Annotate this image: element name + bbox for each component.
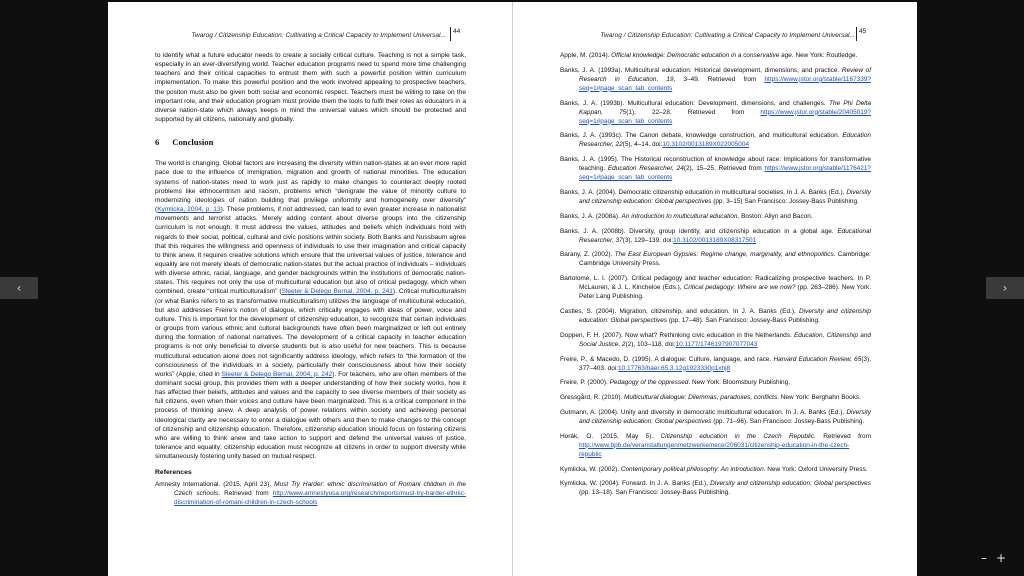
text-run: ). For teachers, who are often members of the dominant social group, this provides them with a deeper understanding of how their society works, how it has affected their beliefs, attitudes and values and the capacity to see diverse members of their society as full citizens, even when their voices and culture have been marginalized. This is a critical component in the process of thinking anew. A deep analysis of power relations within society and achieving personal ideological clarity are necessary to enter a dialogue with others and then to make changes to the concept of citizenship and citizenship education. Therefore, citizenship education should focus on fostering citizens who are willing to think anew and take action to support and defend the universal values of justice, tolerance and equality; citizenship education must recognize all citizens in order to support diversity while simultaneously fostering unity based on mutual respect. (155, 370, 466, 461)
ref-text: . New York: Berghahn Books. (777, 394, 861, 402)
running-head-text: Twarog / Citizenship Education: Cultivating a Critical Capacity to Implement Universal... (191, 32, 446, 39)
ref-title: Citizenship education in the Czech Republic (660, 432, 815, 440)
ref-title: Diversity and citizenship education: Global perspectives (579, 307, 871, 324)
reference-link[interactable]: 10.3102/0013189X08317501 (673, 236, 757, 244)
ref-text: (pp. 17–48). San Francisco: Jossey-Bass Publishing. (667, 316, 820, 324)
ref-text: Gutmann, A. (2004). Unity and diversity in democratic multicultural education. In J. A. Banks (Ed.), (560, 408, 847, 416)
ref-title: Contemporary political philosophy: An introduction (620, 465, 764, 473)
ref-text: . Cambridge: Cambridge University Press. (579, 251, 871, 268)
page-left (108, 2, 512, 576)
running-head-divider (450, 27, 451, 41)
next-page-button[interactable] (986, 277, 1024, 299)
ref-title: Official knowledge: Democratic education in a conservative age (611, 52, 792, 59)
reference-link[interactable]: 10.1177/1746197907077043 (675, 340, 758, 348)
ref-text: . Boston: Allyn and Bacon. (737, 212, 813, 220)
reference-item (560, 465, 871, 474)
conclusion-paragraph (155, 159, 466, 461)
ref-text: Banks, J. A. (1993b). Multicultural education: Development, dimensions, and challenges. (560, 99, 829, 107)
ref-title: Multicultural dialogue: Dilemmas, paradoxes, conflicts (624, 394, 778, 402)
ref-text: Kymlicka, W. (2002). (560, 465, 621, 473)
previous-page-button[interactable] (0, 277, 38, 299)
reference-item (560, 479, 871, 497)
reference-item (560, 66, 871, 93)
reference-link[interactable]: 10.17763/haer.65.3.12g1923330p1xhj8 (618, 364, 731, 372)
ref-text: Castles, S. (2004). Migration, citizenship, and education. In J. A. Banks (Ed.), (560, 307, 800, 315)
reference-item (560, 99, 871, 126)
ref-title: Diversity and citizenship education: Global perspectives (579, 188, 871, 205)
reference-item (560, 227, 871, 245)
zoom-in-button[interactable]: + (995, 551, 1006, 565)
ref-title: The East European Gypsies: Regime change, marginality, and ethnopolitics (614, 251, 834, 259)
reference-item (560, 408, 871, 426)
ref-text: . New York: Routledge. (791, 52, 858, 59)
ref-text: Freire, P. (2000). (560, 379, 610, 387)
reference-item (560, 355, 871, 373)
ref-text: Banks, J. A. (2008a). (560, 212, 622, 220)
ref-text: Amnesty International. (2015, April 23). (155, 481, 275, 489)
page-right (513, 2, 917, 576)
ref-text: (pp. 3–15) San Francisco: Jossey-Bass Publishing. (711, 197, 859, 205)
text-run: ). Critical multiculturalism (or what Banks refers to as transformative multiculturalism) utilizes the language of multicultural education, but also addresses Freire’s notion of dialogue, which critically engages with ideas of power, voice and culture. This is important for the development of citizenship education, to recognize that certain individuals or groups from various ethnic and cultural backgrounds have often been marginalized or left out entirely during the formation of national narratives. The development of a critical capacity in teacher education programs is not only beneficial to diverse students but is also useful for new teachers. This is because multicultural education alone does not significantly address ideology, which refers to “the formation of the consciousness of the individuals in a society, particularly their consciousness about how their society works” (Apple, cited in (155, 288, 466, 378)
reference-item (560, 188, 871, 206)
ref-text: Bartolomé, L. I. (2007). Critical pedagogy and teacher education: Radicalizing prospective teachers. In P. McLauren, & J. L. Kincheloe (Eds.), (560, 275, 871, 292)
ref-title: Review of Research in Education, 19 (579, 66, 871, 83)
chevron-right-icon: › (1002, 281, 1008, 295)
page-number: 44 (453, 28, 461, 35)
ref-title: Diversity and citizenship education: Global perspectives (579, 408, 871, 425)
ref-text: (3), 377–403. doi: (579, 355, 871, 372)
ref-text: Apple, M. (2014). (560, 52, 612, 59)
citation-link[interactable]: Kymlicka, 2004, p. 13 (157, 206, 221, 214)
ref-title: Critical pedagogy: Where are we now? (683, 284, 796, 292)
ref-title: An introduction to multicultural education (621, 212, 738, 220)
ref-text: (pp. 13–18). San Francisco: Jossey-Bass Publishing. (579, 489, 730, 497)
reference-item (560, 274, 871, 301)
ref-text: (1), 22–28. Retrieved from (626, 108, 761, 116)
section-heading (155, 137, 466, 147)
ref-title: Education, Citizenship and Social Justice, 2 (579, 331, 871, 348)
section-number: 6 (155, 137, 160, 148)
reference-link[interactable]: http://www.amnestyusa.org/research/reports/must-try-harder-ethnic-discrimination-of-romani-children-in-czech-schools (174, 490, 466, 507)
reference-list (560, 51, 871, 503)
ref-text: (2), 103–118. doi: (625, 340, 676, 348)
ref-title: Education Researcher, 22 (579, 132, 871, 149)
ref-title: Diversity and citizenship education: Global perspectives (710, 480, 871, 488)
reference-item (560, 131, 871, 149)
citation-link[interactable]: Sleeter & Delego Bernal, 2004, p. 241 (281, 288, 393, 296)
ref-text: (3), 129–139. doi: (622, 236, 674, 244)
ref-text: Banks, J. A. (1993c). The Canon debate, knowledge construction, and multicultural education. (560, 132, 843, 140)
reference-item (560, 378, 871, 387)
ref-title: Education Researcher, 24 (607, 165, 684, 173)
ref-text: . New York: Oxford University Press. (763, 465, 868, 473)
reference-item (560, 212, 871, 221)
reference-item (560, 51, 871, 60)
reference-item (560, 393, 871, 402)
section-title: Conclusion (172, 137, 214, 148)
ref-text: (pp. 71–96). San Francisco: Jossey-Bass Publishing. (711, 417, 865, 425)
reference-link[interactable]: http://www.bpb.de/veranstaltungen/netzwerke/nece/206031/citizenship-education-in-the-czech-republic (579, 441, 850, 458)
ref-text: . New York: Bloomsbury Publishing. (688, 379, 790, 387)
reference-item (560, 432, 871, 459)
reference-item (560, 331, 871, 349)
ref-title: The Phi Delta Kappan, 75 (579, 99, 871, 116)
text-run: The world is changing. Global factors are increasing the diversity within nation-states at an ever more rapid pace due to the influence of immigration, migration and growth of national minorities. The education systems of nation-states need to work just as rapidly to make changes to counteract deeply rooted problems like ethnocentrism and racism, problems which “denigrate the value of minority culture to modernizing ideologies of nation building that privilege uniformity and homogeneity over diversity” ( (155, 160, 466, 214)
running-head-divider (856, 27, 857, 41)
ref-text: Gressgård, R. (2010). (560, 394, 625, 402)
reference-item (560, 307, 871, 325)
chevron-left-icon: ‹ (16, 281, 22, 295)
ref-text: Banks, J. A. (1993a). Multicultural education: Historical development, dimensions, and practice. (560, 66, 842, 74)
ref-text: . Retrieved from (814, 432, 871, 440)
page-number: 45 (859, 28, 867, 35)
ref-text: Doppen, F. H. (2007). Now what? Rethinking civic education in the Netherlands. (560, 331, 794, 339)
ref-text: (2), 15–25. Retrieved from (683, 165, 765, 173)
ref-text: , 3–49. Retrieved from (673, 75, 765, 83)
citation-link[interactable]: Sleeter & Delego Bernal, 2004, p. 242 (221, 370, 333, 378)
zoom-out-button[interactable]: – (981, 551, 987, 565)
ref-title: Must Try Harder: ethnic discrimination of Romani children in the Czech schools (174, 481, 467, 498)
ref-text: Horák, O. (2015, May 5). (560, 432, 661, 440)
reference-link[interactable]: 10.3102/0013189X022005004 (662, 141, 750, 149)
ref-text: Freire, P., & Macedo, D. (1995). A dialogue: Culture, language, and race. (560, 355, 774, 363)
ref-text: (5), 4–14. doi: (622, 141, 663, 149)
running-head-text: Twarog / Citizenship Education: Cultivating a Critical Capacity to Implement Universal... (600, 32, 855, 39)
ref-title: Educational Researcher, 37 (579, 227, 871, 244)
ref-text: . Retrieved from (218, 490, 273, 498)
ref-title: Pedagogy of the oppressed (609, 379, 689, 387)
ref-title: Harvard Education Review, 65 (773, 355, 862, 363)
intro-paragraph: to identify what a future educator needs to create a socially critical culture. Teaching is not a simple task, especially in an ever-diversifying world. Teacher education programs need to spend more time challenging teachers and their critical capacities to entrust them with such a powerful position within curriculum implementation. To make this powerful position and the work involved appealing to prospective teachers, the positon must also be given both social and economic respect. Teachers must be willing to take on the important role, and their education program must provide them the tools to fulfil their roles as educators in a diverse nation-state which always keeps in mind the universal values which should be protected and supported by all citizens, nationally and globally. (155, 52, 466, 124)
ref-text: Banks, J. A. (2008b). Diversity, group identity, and citizenship education in a global age. (560, 227, 838, 235)
page-content (155, 51, 466, 513)
ref-text: Banks, J. A. (2004). Democratic citizenship education in multicultural societies. In J. A. Banks (Ed.), (560, 188, 847, 196)
ref-text: Banks, J. A. (1995). The Historical reconstruction of knowledge about race: Implications for transformative teaching. (560, 156, 871, 173)
reference-item (560, 250, 871, 268)
ref-text: Kymlicka, W. (2004). Forward. In J. A. Banks (Ed.), (560, 480, 711, 488)
reference-link[interactable]: https://www.jstor.org/stable/20405019?seq=1#page_scan_tab_contents (579, 108, 871, 125)
reference-link[interactable]: https://www.jstor.org/stable/1167339?seq=1#page_scan_tab_contents (579, 75, 871, 92)
reference-item (560, 155, 871, 182)
references-heading: References (155, 469, 192, 477)
ref-text: (pp. 263–286). New York: Peter Lang Publishing. (579, 284, 871, 301)
reference-item (155, 480, 466, 507)
reference-link[interactable]: https://www.jstor.org/stable/1176421?seq=1#page_scan_tab_contents (579, 165, 872, 182)
ref-text: Barany, Z. (2002). (560, 251, 615, 259)
text-run: ). These problems, if not addressed, can lead to even greater increase in nationalist movements and terrorist attacks. Merely adding content about diverse groups into the citizenship curriculum is not enough. It must address the values, attitudes and beliefs which individuals hold with regards to their social, political, cultural and civic positions within society. Both Banks and Nussbaum agree that this requires the willingness and openness of individuals to use their imagination and critical capacity to think anew. It requires creative solutions which ensure that the universal values of justice, tolerance and equality are not merely ideals of democratic nation-states but the actual practice of individuals – individuals with diverse ethnic, racial, language, and gender backgrounds within the institutions of democratic nation-states. This requires not only the use of multicultural education but also of critical pedagogy, which when combined, create “critical multiculturalism” ( (155, 206, 466, 296)
